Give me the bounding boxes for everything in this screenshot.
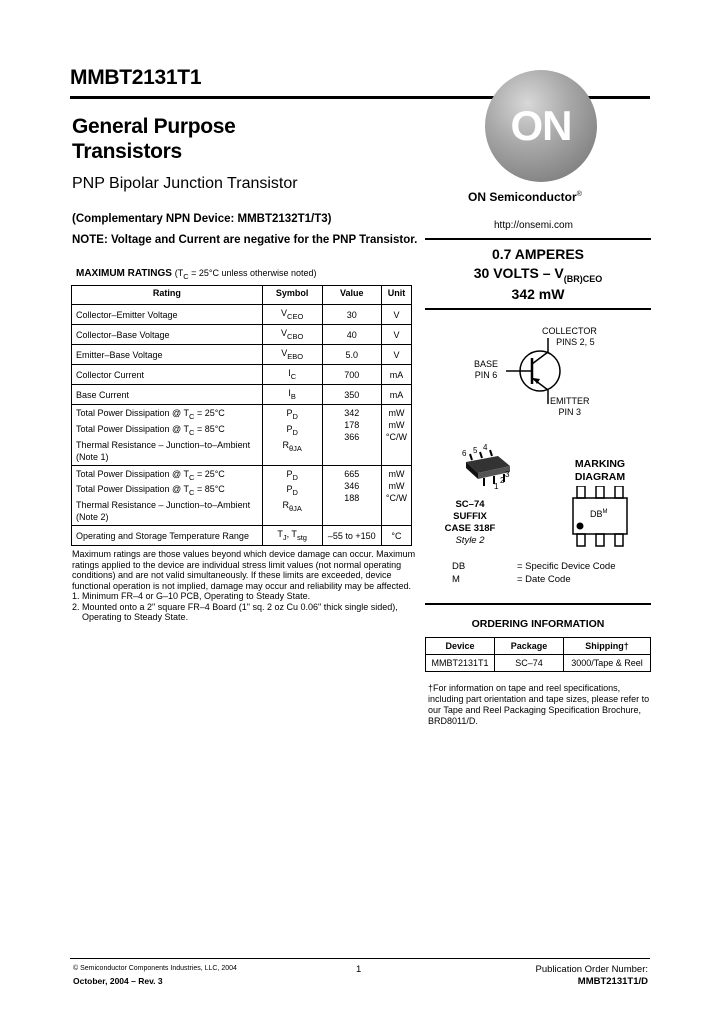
marking-code: $DB^M$ bbox=[590, 509, 608, 519]
col-symbol: Symbol bbox=[262, 286, 322, 305]
spec-voltage: 30 VOLTS – $V_{(BR)CEO}$ bbox=[473, 265, 603, 284]
value-cell: –55 to +150 bbox=[322, 526, 381, 546]
page-number: 1 bbox=[356, 964, 362, 975]
unit-cell: mA bbox=[381, 365, 411, 385]
value-cell: 342 178 366 bbox=[322, 405, 381, 466]
symbol: V bbox=[281, 348, 288, 359]
note-1: 1. Minimum FR–4 or G–10 PCB, Operating to Steady State. bbox=[72, 591, 311, 601]
table-row-power-note2 bbox=[72, 465, 412, 526]
complementary-device: (Complementary NPN Device: MMBT2132T1/T3) bbox=[72, 213, 332, 225]
rating-line: Total Power Dissipation @ $T_C = 25^\circ C$ bbox=[76, 408, 225, 421]
publication-number: MMBT2131T1/D bbox=[577, 976, 648, 987]
symbol-sub: C bbox=[290, 371, 297, 381]
pin-label-4: 4 bbox=[483, 443, 488, 452]
rating-cell: Operating and Storage Temperature Range bbox=[72, 526, 263, 546]
sc74-package-icon bbox=[458, 446, 518, 491]
pin-label-2: 2 bbox=[500, 476, 505, 485]
footer-rule bbox=[70, 958, 650, 959]
pin-label-3: 3 bbox=[505, 470, 510, 479]
pin-label-6: 6 bbox=[462, 449, 467, 458]
document-title bbox=[72, 114, 236, 164]
collector-label: COLLECTOR PINS 2, 5 bbox=[542, 326, 597, 347]
table-row bbox=[72, 365, 412, 385]
unit-cell: V bbox=[381, 325, 411, 345]
value-cell: 665 346 188 bbox=[322, 465, 381, 526]
unit-cell: °C bbox=[381, 526, 411, 546]
device-cell: MMBT2131T1 bbox=[426, 655, 495, 672]
table-row bbox=[426, 655, 651, 672]
col-device: Device bbox=[426, 638, 495, 655]
condition-sub: C bbox=[183, 271, 189, 281]
rating-cell: Collector–Emitter Voltage bbox=[72, 305, 263, 325]
spec-rule-bottom bbox=[425, 308, 651, 310]
table-row bbox=[72, 325, 412, 345]
logo-text: ON bbox=[510, 102, 572, 149]
unit-cell: mW mW °C/W bbox=[381, 405, 411, 466]
rating-cell bbox=[72, 405, 263, 466]
unit-cell: V bbox=[381, 305, 411, 325]
rating-line: Total Power Dissipation @ $T_C = 85^\circ C$ bbox=[76, 423, 225, 437]
max-ratings-heading: MAXIMUM RATINGS bbox=[76, 268, 172, 279]
symbol-cell: $P_D$ $P_D$ $R_{\theta JA}$ bbox=[262, 465, 322, 526]
col-package: Package bbox=[495, 638, 564, 655]
value-cell: 40 bbox=[322, 325, 381, 345]
symbol-sub: EBO bbox=[287, 351, 304, 361]
pin-label-5: 5 bbox=[473, 446, 478, 455]
registered-mark: ® bbox=[576, 191, 582, 198]
ordering-title: ORDERING INFORMATION bbox=[471, 618, 605, 630]
col-shipping: Shipping† bbox=[564, 638, 651, 655]
symbol-sub: CBO bbox=[287, 331, 304, 341]
condition-post: = 25°C unless otherwise noted) bbox=[188, 268, 317, 278]
base-label: BASE PIN 6 bbox=[474, 359, 499, 380]
value-cell: 700 bbox=[322, 365, 381, 385]
package-style: Style 2 bbox=[455, 535, 485, 546]
unit-cell: mA bbox=[381, 385, 411, 405]
company-text: ON Semiconductor bbox=[468, 190, 577, 204]
rating-cell bbox=[72, 465, 263, 526]
rating-line: Thermal Resistance – Junction–to–Ambient bbox=[76, 500, 251, 511]
pin-label-1: 1 bbox=[494, 482, 499, 491]
rating-line: Total Power Dissipation @ $T_C = 85^\circ C$ bbox=[76, 484, 225, 498]
legend-row: DB = Specific Device Code bbox=[452, 561, 616, 572]
value-cell: 5.0 bbox=[322, 345, 381, 365]
emitter-label: EMITTER PIN 3 bbox=[550, 396, 590, 417]
table-row-power-note1 bbox=[72, 405, 412, 466]
symbol: I bbox=[288, 388, 291, 399]
col-rating: Rating bbox=[72, 286, 263, 305]
symbol-cell bbox=[262, 365, 322, 385]
title-line-2: Transistors bbox=[72, 140, 182, 163]
table-header-row bbox=[72, 286, 412, 305]
publication-label: Publication Order Number: bbox=[535, 964, 648, 975]
document-subtitle: PNP Bipolar Junction Transistor bbox=[72, 175, 298, 192]
ordering-header-row bbox=[426, 638, 651, 655]
rating-cell: Collector–Base Voltage bbox=[72, 325, 263, 345]
table-row bbox=[72, 345, 412, 365]
symbol-cell bbox=[262, 325, 322, 345]
package-info bbox=[440, 499, 500, 547]
symbol: I bbox=[288, 368, 291, 379]
rating-line: Total Power Dissipation @ $T_C = 25^\circ C$ bbox=[76, 468, 225, 482]
rating-cell: Emitter–Base Voltage bbox=[72, 345, 263, 365]
spec-power: 342 mW bbox=[511, 286, 565, 302]
package-name: SC–74 bbox=[455, 499, 485, 510]
symbol: V bbox=[281, 308, 288, 319]
rating-cell: Collector Current bbox=[72, 365, 263, 385]
value-cell: 30 bbox=[322, 305, 381, 325]
symbol-sub: B bbox=[290, 391, 296, 401]
table-row bbox=[72, 385, 412, 405]
ordering-table bbox=[425, 637, 651, 672]
shipping-footnote: †For information on tape and reel specifications, including part orientation and tape sizes, please refer to our Tape and Reel Packaging Specification Brochure, BRD8011/D. bbox=[428, 683, 650, 726]
package-suffix: SUFFIX bbox=[453, 511, 487, 522]
package-case: CASE 318F bbox=[444, 523, 496, 534]
part-number: MMBT2131T1 bbox=[70, 66, 202, 89]
table-row-temperature bbox=[72, 526, 412, 546]
legend-row: M = Date Code bbox=[452, 574, 571, 585]
col-unit: Unit bbox=[381, 286, 411, 305]
polarity-note: NOTE: Voltage and Current are negative for the PNP Transistor. bbox=[72, 234, 418, 246]
symbol-cell bbox=[262, 385, 322, 405]
rating-cell: Base Current bbox=[72, 385, 263, 405]
company-url[interactable]: http://onsemi.com bbox=[494, 220, 573, 231]
ordering-rule bbox=[425, 603, 651, 605]
package-cell: SC–74 bbox=[495, 655, 564, 672]
company-name bbox=[468, 190, 582, 204]
symbol-cell bbox=[262, 305, 322, 325]
marking-diagram-title: MARKING DIAGRAM bbox=[574, 458, 626, 483]
revision-date: October, 2004 – Rev. 3 bbox=[73, 976, 163, 986]
on-logo bbox=[485, 70, 597, 182]
rating-line: (Note 2) bbox=[76, 512, 109, 523]
spec-current: 0.7 AMPERES bbox=[491, 246, 585, 262]
table-row bbox=[72, 305, 412, 325]
max-ratings-table bbox=[71, 285, 412, 546]
rating-line: (Note 1) bbox=[76, 451, 109, 462]
ratings-disclaimer: Maximum ratings are those values beyond which device damage can occur. Maximum ratings applied to the device are individual stress limit values (not normal operating conditions) and are not valid simultaneously. If these limits are exceeded, device functional operation is not implied, damage may occur and reliability may be affected. bbox=[72, 549, 416, 591]
max-ratings-title bbox=[76, 268, 317, 281]
title-line-1: General Purpose bbox=[72, 115, 236, 138]
symbol-cell: $T_J$, $T_{stg}$ bbox=[262, 526, 322, 546]
condition-pre: (T bbox=[174, 268, 184, 278]
col-value: Value bbox=[322, 286, 381, 305]
spec-rule-top bbox=[425, 238, 651, 240]
copyright: © Semiconductor Components Industries, LLC, 2004 bbox=[73, 965, 237, 972]
shipping-cell: 3000/Tape & Reel bbox=[564, 655, 651, 672]
unit-cell: V bbox=[381, 345, 411, 365]
symbol-cell: $P_D$ $P_D$ $R_{\theta JA}$ bbox=[262, 405, 322, 466]
symbol-cell bbox=[262, 345, 322, 365]
note-2: 2. Mounted onto a 2" square FR–4 Board (1" sq. 2 oz Cu 0.06" thick single sided), Operating to Steady State. bbox=[72, 601, 398, 622]
value-cell: 350 bbox=[322, 385, 381, 405]
rating-line: Thermal Resistance – Junction–to–Ambient bbox=[76, 439, 251, 450]
ratings-notes bbox=[72, 549, 417, 623]
symbol-sub: CEO bbox=[287, 311, 304, 321]
max-ratings-condition bbox=[174, 268, 317, 281]
unit-cell: mW mW °C/W bbox=[381, 465, 411, 526]
symbol: V bbox=[281, 328, 288, 339]
